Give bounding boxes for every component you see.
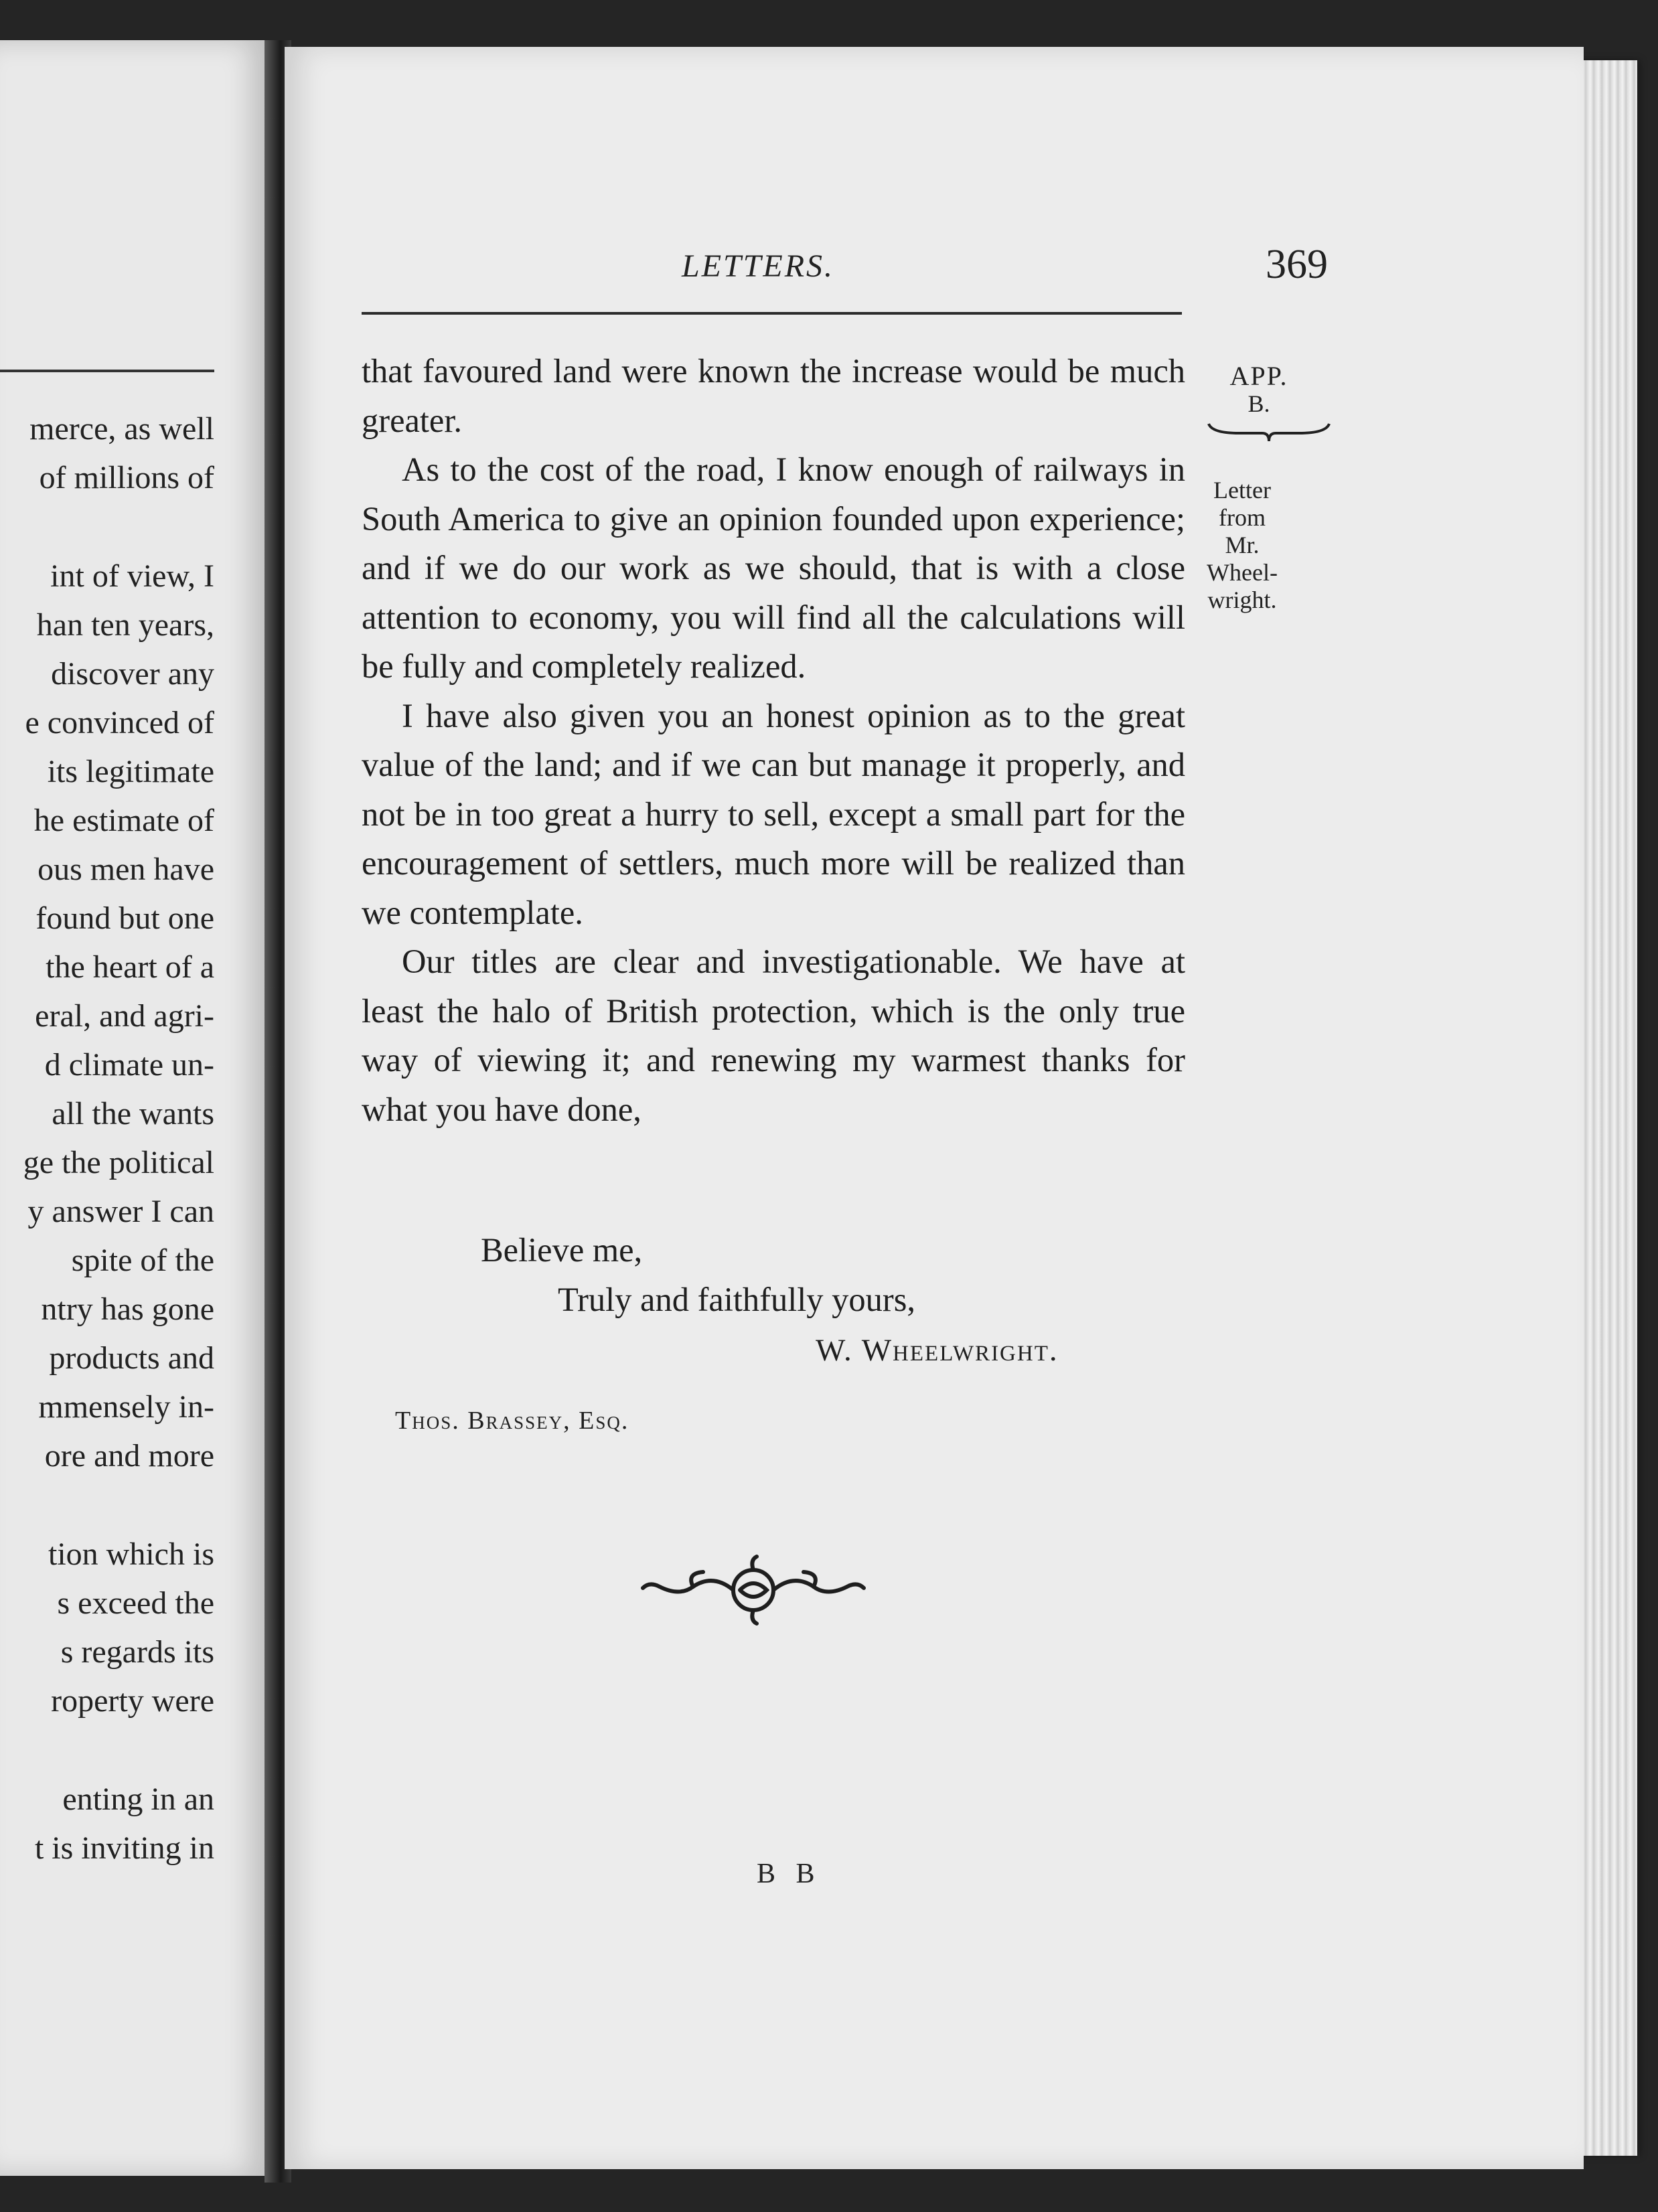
paragraph: that favoured land were known the increase would be much greater. <box>362 352 1185 439</box>
sidenote-line: wright. <box>1207 586 1277 613</box>
left-line: ore and more <box>44 1438 214 1474</box>
left-line: s exceed the <box>57 1585 214 1621</box>
left-line: found but one <box>35 900 214 936</box>
sidenote-section: B. <box>1248 390 1270 417</box>
left-line: discover any <box>51 656 214 692</box>
sidenote-brace <box>1205 418 1333 445</box>
left-line: of millions of <box>39 460 214 495</box>
paragraph: Our titles are clear and investigationable. We have at least the halo of British protection, which is the only true way of viewing it; and renewing my warmest thanks for what you have done, <box>362 943 1185 1128</box>
ornament-icon <box>639 1553 867 1627</box>
closing-yours: Truly and faithfully yours, <box>558 1281 915 1318</box>
left-line: ntry has gone <box>41 1291 214 1327</box>
left-line: e convinced of <box>25 705 214 740</box>
left-line: ge the political <box>23 1145 214 1180</box>
closing-believe-me: Believe me, <box>481 1231 643 1269</box>
sidenote-line: from Mr. <box>1219 504 1266 558</box>
paragraph: As to the cost of the road, I know enough of railways in South America to give an opinion founded upon experience; and if we do our work as we should, that is with a close attention to economy, you will find all the calculations will be fully and completely realized. <box>362 451 1185 685</box>
left-line: int of view, I <box>50 558 214 594</box>
sidenote-appendix: APP. <box>1229 361 1288 391</box>
left-line: tion which is <box>48 1536 214 1572</box>
left-line: ous men have <box>37 852 214 887</box>
left-line: the heart of a <box>46 949 214 985</box>
left-line: han ten years, <box>36 607 214 643</box>
signature-mark: B B <box>757 1859 822 1889</box>
facing-page-left <box>0 40 271 2176</box>
page-number: 369 <box>1266 242 1328 287</box>
left-line: eral, and agri- <box>35 998 214 1034</box>
left-line: mmensely in- <box>38 1389 214 1425</box>
left-line: spite of the <box>71 1243 214 1278</box>
left-line: t is inviting in <box>34 1830 214 1866</box>
left-line: products and <box>49 1340 214 1376</box>
letter-body <box>362 347 1185 1134</box>
paragraph: I have also given you an honest opinion as to the great value of the land; and if we can but manage it properly, and not be in too great a hurry to sell, except a small part for the encouragement of settlers, much more will be realized than we contemplate. <box>362 696 1185 931</box>
left-line: its legitimate <box>47 754 214 789</box>
sidenote-line: Wheel- <box>1207 559 1278 586</box>
sidenote-line: Letter <box>1213 477 1271 503</box>
left-line: y answer I can <box>27 1194 214 1229</box>
addressee: Thos. Brassey, Esq. <box>395 1407 629 1435</box>
left-line: all the wants <box>52 1096 214 1131</box>
left-line: enting in an <box>62 1782 214 1817</box>
sidenote-letter-from <box>1202 477 1282 614</box>
left-line: s regards its <box>60 1634 214 1670</box>
left-line: roperty were <box>51 1683 214 1719</box>
left-line: he estimate of <box>33 803 214 838</box>
signature: W. Wheelwright. <box>816 1333 1059 1368</box>
left-line: d climate un- <box>44 1047 214 1083</box>
left-line: merce, as well <box>29 411 214 447</box>
header-rule <box>362 312 1182 315</box>
running-head: LETTERS. <box>682 248 835 284</box>
left-page-rule <box>0 370 214 372</box>
